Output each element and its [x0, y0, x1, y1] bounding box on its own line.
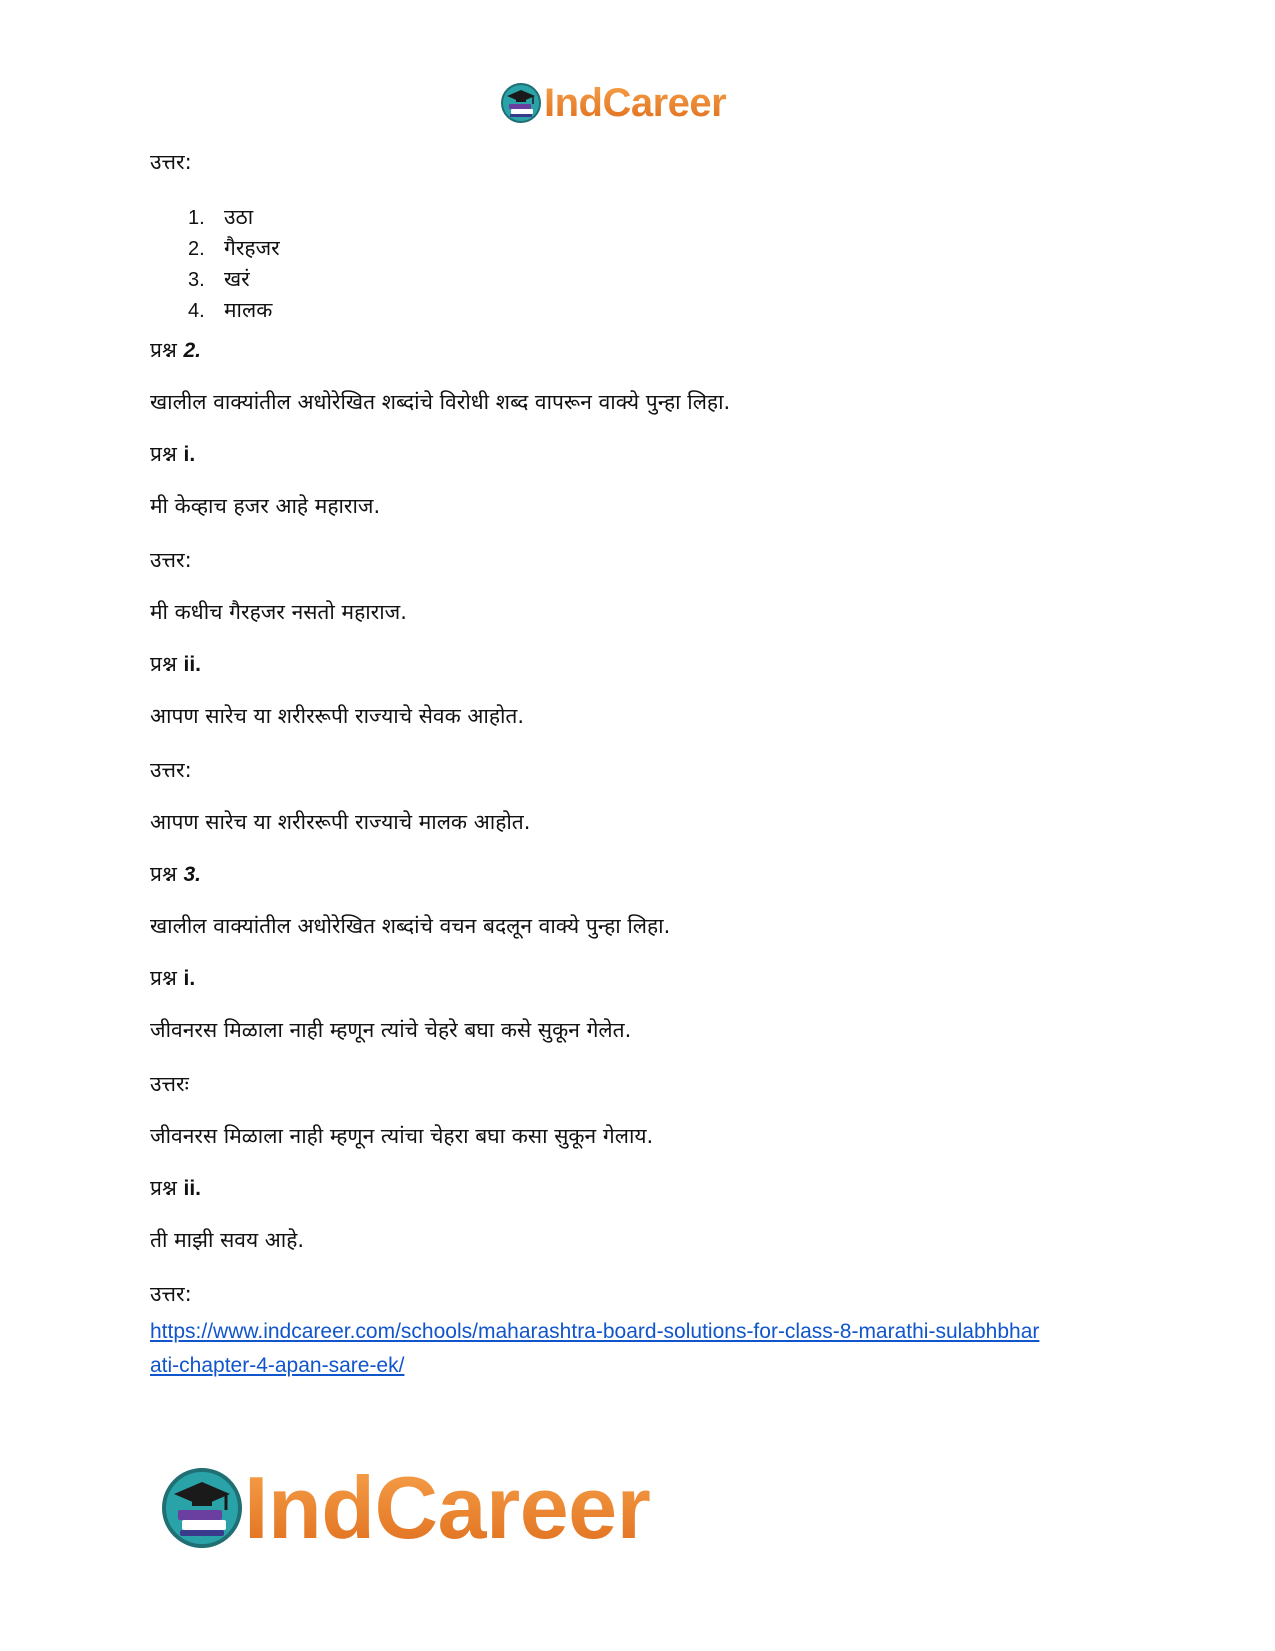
subquestion-text: आपण सारेच या शरीररूपी राज्याचे सेवक आहोत.: [150, 704, 525, 728]
indcareer-logo-top: [500, 78, 726, 128]
subquestion-heading: प्रश्न ii.: [150, 1176, 201, 1200]
answer-label: उत्तर:: [150, 150, 192, 174]
list-item: 1. उठा: [188, 205, 254, 229]
indcareer-logo-bottom: [160, 1458, 651, 1557]
answer-label: उत्तर:: [150, 758, 192, 782]
logo-wordmark: IndCareer: [544, 81, 727, 125]
answer-text: जीवनरस मिळाला नाही म्हणून त्यांचा चेहरा बघा कसा सुकून गेलाय.: [150, 1124, 654, 1148]
answer-label: उत्तर:: [150, 1282, 192, 1306]
subquestion-text: ती माझी सवय आहे.: [150, 1228, 305, 1252]
subquestion-heading: प्रश्न i.: [150, 442, 196, 466]
question-heading: प्रश्न 2.: [150, 338, 201, 362]
source-link-continued[interactable]: ati-chapter-4-apan-sare-ek/: [150, 1354, 405, 1377]
logo-wordmark: IndCareer: [244, 1458, 651, 1557]
subquestion-text: जीवनरस मिळाला नाही म्हणून त्यांचे चेहरे बघा कसे सुकून गेलेत.: [150, 1018, 632, 1042]
source-link[interactable]: https://www.indcareer.com/schools/maharashtra-board-solutions-for-class-8-marathi-sulabhbhar: [150, 1320, 1040, 1343]
answer-text: आपण सारेच या शरीररूपी राज्याचे मालक आहोत.: [150, 810, 531, 834]
subquestion-heading: प्रश्न ii.: [150, 652, 201, 676]
graduation-book-icon: [160, 1466, 244, 1550]
list-item: 3. खरं: [188, 267, 250, 291]
question-heading: प्रश्न 3.: [150, 862, 201, 886]
answer-list: [188, 202, 280, 326]
graduation-book-icon: [500, 82, 542, 124]
question-instruction: खालील वाक्यांतील अधोरेखित शब्दांचे वचन बदलून वाक्ये पुन्हा लिहा.: [150, 914, 671, 938]
answer-label: उत्तरः: [150, 1072, 189, 1096]
subquestion-heading: प्रश्न i.: [150, 966, 196, 990]
list-item: 2. गैरहजर: [188, 236, 280, 260]
question-instruction: खालील वाक्यांतील अधोरेखित शब्दांचे विरोधी शब्द वापरून वाक्ये पुन्हा लिहा.: [150, 390, 731, 414]
list-item: 4. मालक: [188, 298, 273, 322]
answer-text: मी कधीच गैरहजर नसतो महाराज.: [150, 600, 407, 624]
subquestion-text: मी केव्हाच हजर आहे महाराज.: [150, 494, 381, 518]
answer-label: उत्तर:: [150, 548, 192, 572]
